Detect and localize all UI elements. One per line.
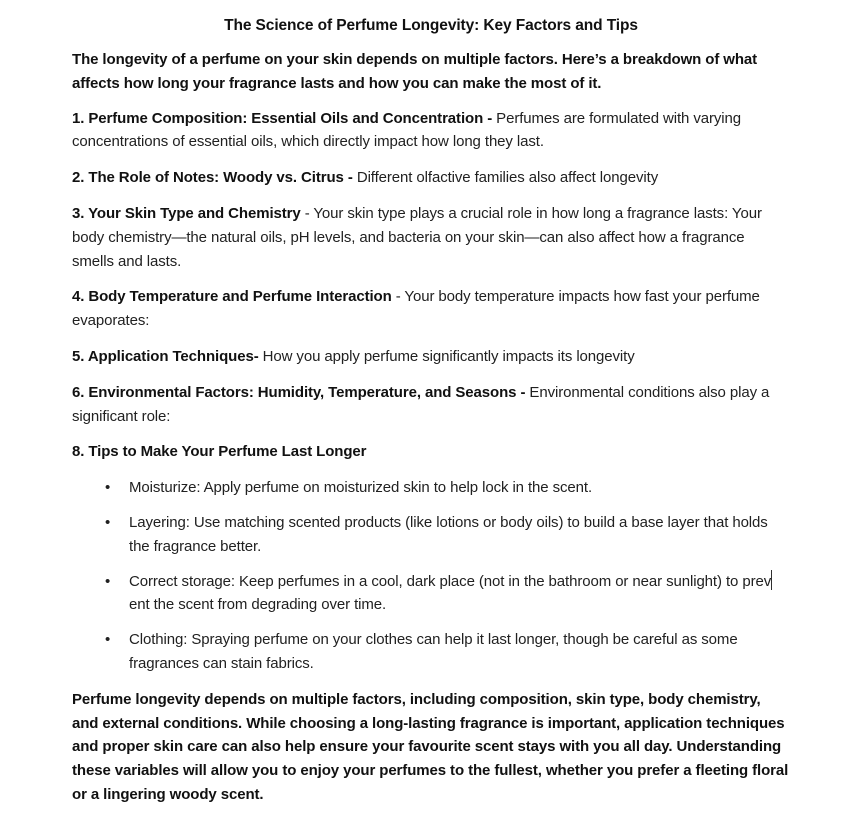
list-item-clothing — [129, 628, 790, 676]
section-body-6: Environmental conditions also play a significant role: — [72, 383, 770, 425]
tip-text-2: Layering: Use matching scented products (like lotions or body oils) to build a base layer that holds the fragrance better. — [129, 513, 768, 555]
section-paragraph-4 — [72, 285, 790, 333]
section-body-2: Different olfactive families also affect longevity — [352, 169, 659, 187]
section-body-3: - Your skin type plays a crucial role in how long a fragrance lasts: Your body chemistry—the natural oils, pH levels, and bacteria on your skin—can also affect how a fragrance smells and lasts. — [72, 204, 762, 270]
text-cursor[interactable] — [771, 570, 772, 590]
section-paragraph-2 — [72, 166, 790, 190]
section-heading-5: 5. Application Techniques- — [72, 347, 259, 365]
section-heading-8: 8. Tips to Make Your Perfume Last Longer — [72, 443, 367, 461]
tips-list — [72, 476, 790, 676]
section-heading-4: 4. Body Temperature and Perfume Interaction — [72, 288, 392, 306]
section-paragraph-8 — [72, 440, 790, 464]
section-heading-3: 3. Your Skin Type and Chemistry — [72, 204, 301, 222]
section-heading-1: 1. Perfume Composition: Essential Oils and Concentration - — [72, 109, 493, 127]
section-body-4: - Your body temperature impacts how fast your perfume evaporates: — [72, 288, 760, 330]
document-title: The Science of Perfume Longevity: Key Factors and Tips — [224, 17, 638, 34]
list-item-storage — [129, 570, 790, 618]
conclusion-paragraph: Perfume longevity depends on multiple factors, including composition, skin type, body chemistry, and external conditions. While choosing a long-lasting fragrance is important, application techniques and proper skin care can also help ensure your favourite scent stays with you all day. Understanding these variables will allow you to enjoy your perfumes to the fullest, whether you prefer a fleeting floral or a lingering woody scent. — [72, 690, 789, 803]
tip-text-1: Moisturize: Apply perfume on moisturized skin to help lock in the scent. — [129, 479, 593, 497]
section-heading-6: 6. Environmental Factors: Humidity, Temperature, and Seasons - — [72, 383, 526, 401]
tip-text-3-before-cursor: Correct storage: Keep perfumes in a cool, dark place (not in the bathroom or near sunlight) to prev — [129, 572, 772, 590]
section-paragraph-1 — [72, 107, 790, 155]
section-body-5: How you apply perfume significantly impacts its longevity — [258, 347, 635, 365]
list-item-layering — [129, 511, 790, 559]
section-body-1: Perfumes are formulated with varying concentrations of essential oils, which directly impact how long they last. — [72, 109, 742, 151]
tip-text-4: Clothing: Spraying perfume on your clothes can help it last longer, though be careful as some fragrances can stain fabrics. — [129, 631, 738, 672]
section-paragraph-6 — [72, 381, 790, 429]
section-paragraph-3 — [72, 202, 790, 273]
list-item-moisturize — [129, 476, 790, 500]
section-paragraph-5 — [72, 345, 790, 369]
intro-paragraph: The longevity of a perfume on your skin depends on multiple factors. Here’s a breakdown of what affects how long your fragrance lasts and how you can make the most of it. — [72, 51, 758, 92]
section-heading-2: 2. The Role of Notes: Woody vs. Citrus - — [72, 169, 353, 187]
tip-text-3-after-cursor: ent the scent from degrading over time. — [129, 596, 387, 614]
